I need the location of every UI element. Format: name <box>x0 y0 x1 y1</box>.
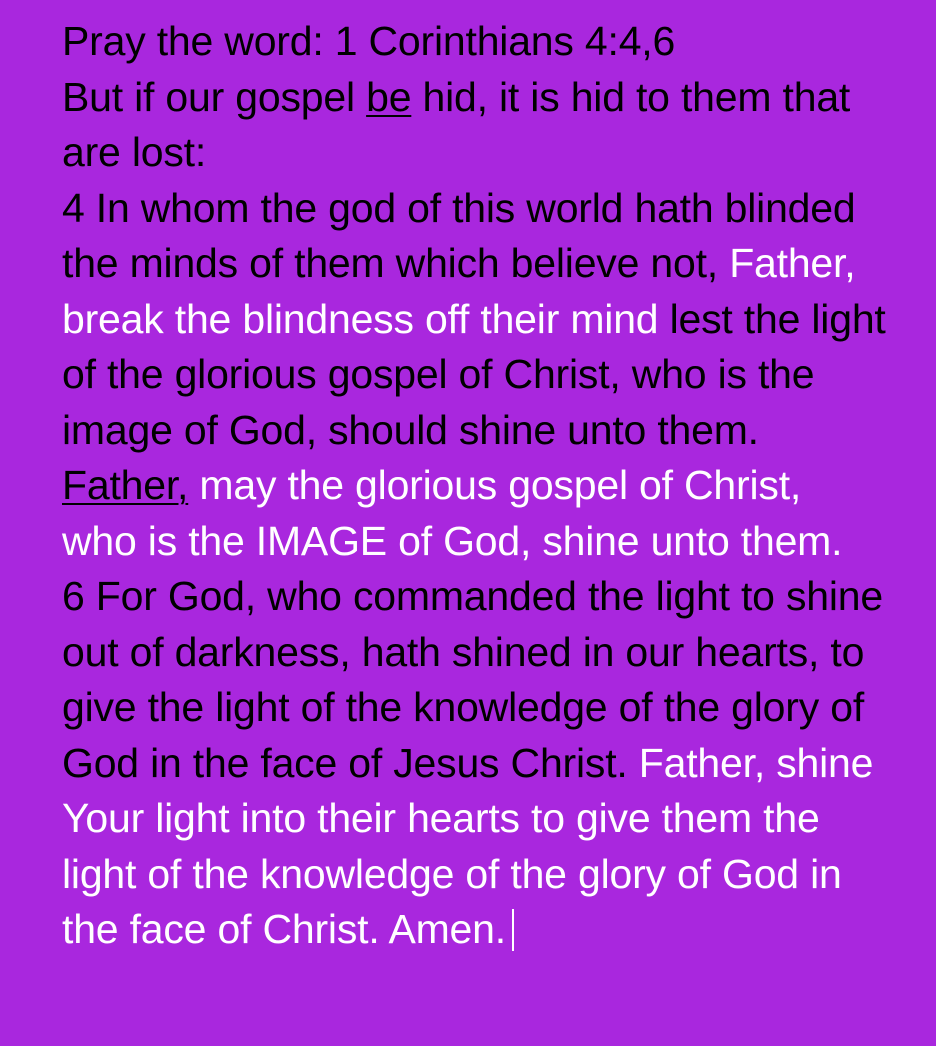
paragraph-verse-6 <box>62 569 895 958</box>
text-run-underlined: be <box>366 73 412 120</box>
text-run: But if our gospel <box>62 73 367 120</box>
text-run-highlight: may the glorious gospel of Christ, who is the IMAGE of God, shine unto them. <box>62 462 843 564</box>
text-cursor <box>512 909 514 951</box>
text-run: lest the light of the glorious gospel of Christ, who is the image of God, should shine unto them. <box>62 295 897 453</box>
text-run: 6 For God, who commanded the light to shine out of darkness, hath shined in our hearts, to give the light of the knowledge of the glory of God in the face of Jesus Christ. <box>62 573 895 786</box>
paragraph-verse-4 <box>62 181 897 570</box>
text-run-highlight: Father, shine Your light into their hearts to give them the light of the knowledge of the glory of God in the face of Christ. Amen. <box>62 739 884 952</box>
text-run: hid, it is hid to them that are lost: <box>62 73 862 175</box>
slide-text-body[interactable] <box>62 14 897 958</box>
text-run: 4 In whom the god of this world hath blinded the minds of them which believe not, <box>62 184 867 286</box>
text-run-underlined: Father, <box>62 462 189 508</box>
slide-heading: Pray the word: 1 Corinthians 4:4,6 <box>62 18 676 64</box>
text-run-highlight: Father, break the blindness off their mind <box>62 240 867 342</box>
paragraph-verse-3 <box>62 70 886 181</box>
